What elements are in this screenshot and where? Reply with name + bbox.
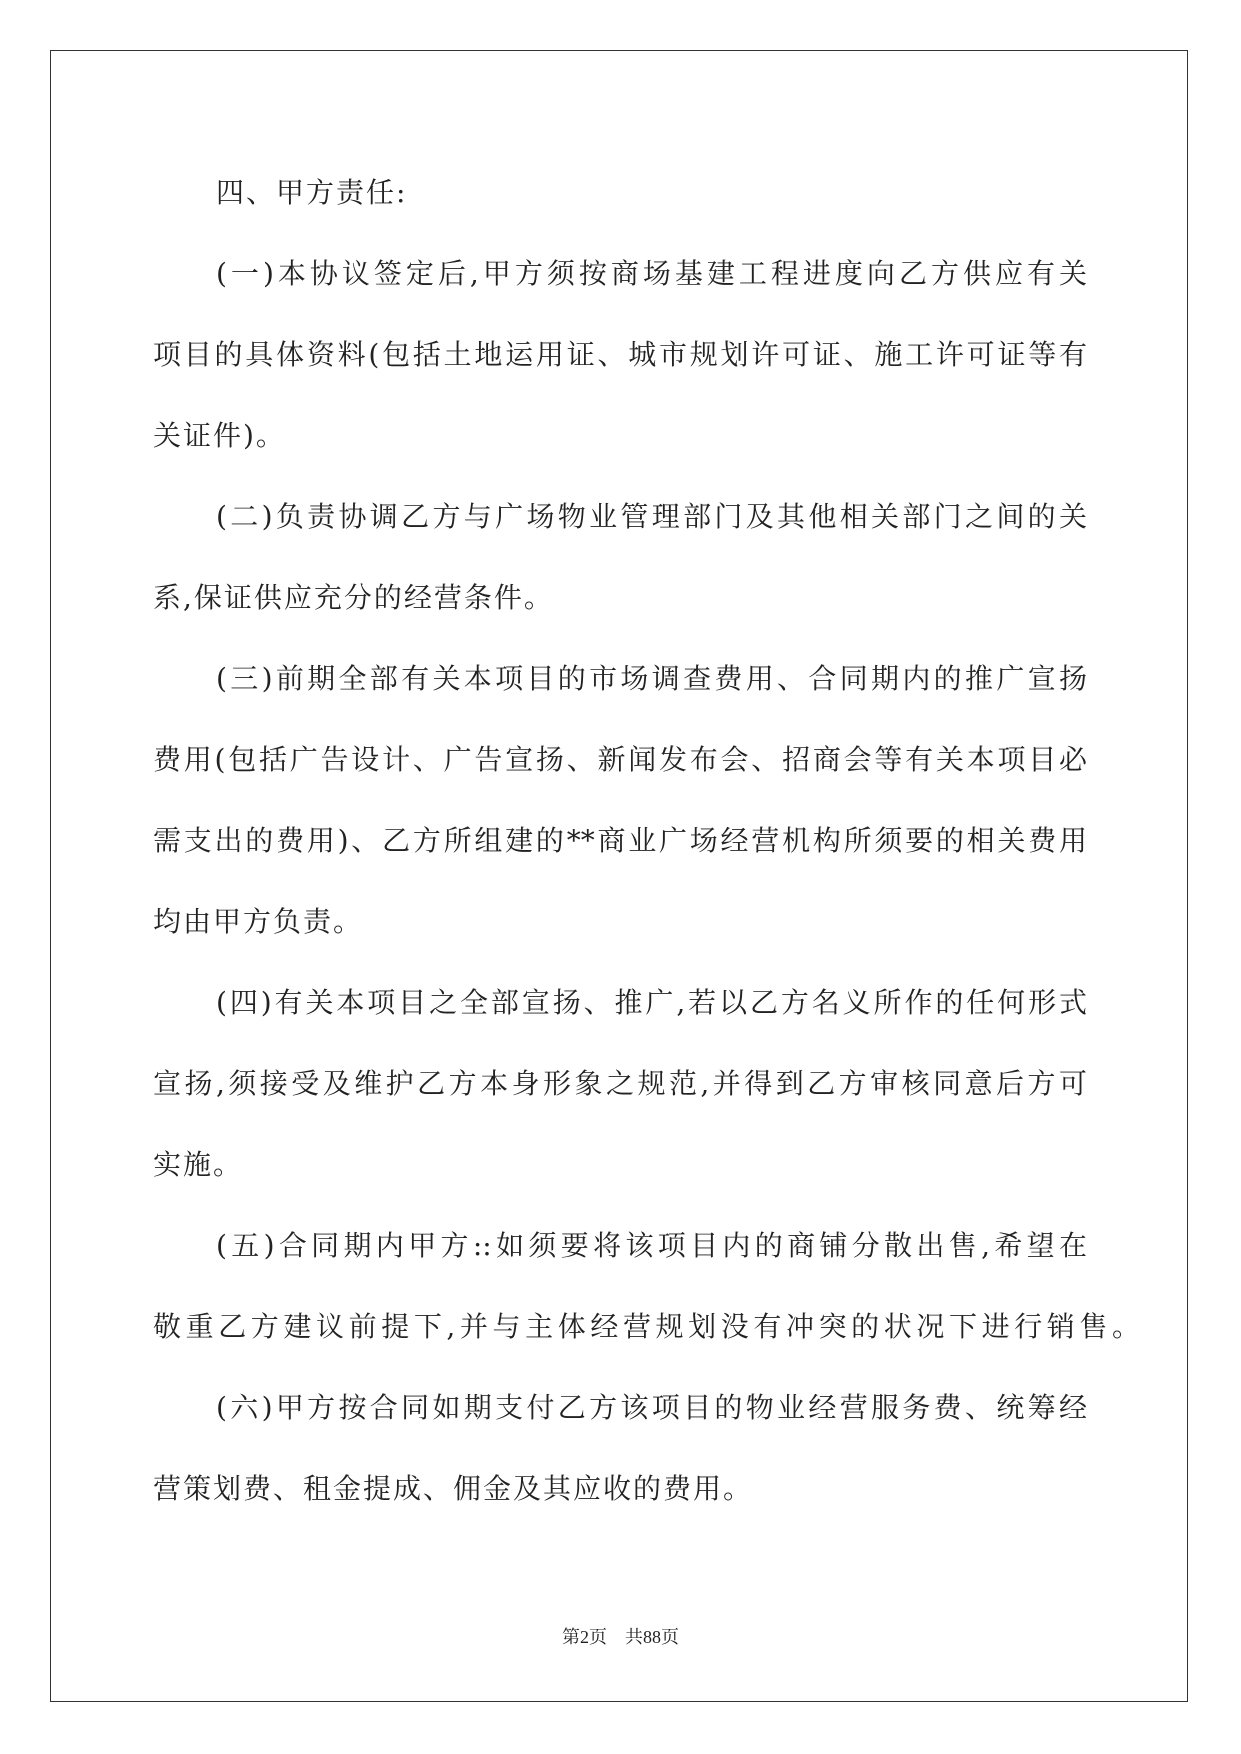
- paragraph-line: 关证件)。: [153, 419, 286, 452]
- paragraph-line: (五)合同期内甲方::如须要将该项目内的商铺分散出售,希望在: [216, 1229, 1087, 1262]
- paragraph-line: 敬重乙方建议前提下,并与主体经营规划没有冲突的状况下进行销售。: [153, 1310, 1140, 1343]
- paragraph-line: (四)有关本项目之全部宣扬、推广,若以乙方名义所作的任何形式: [216, 986, 1087, 1019]
- paragraph-3: [153, 638, 1087, 962]
- paragraph-5: [153, 1205, 1140, 1367]
- paragraph-line: 系,保证供应充分的经营条件。: [153, 581, 554, 614]
- paragraph-line: 项目的具体资料(包括土地运用证、城市规划许可证、施工许可证等有: [153, 338, 1087, 371]
- paragraph-line: (三)前期全部有关本项目的市场调查费用、合同期内的推广宣扬: [216, 662, 1087, 695]
- paragraph-line: 宣扬,须接受及维护乙方本身形象之规范,并得到乙方审核同意后方可: [153, 1067, 1087, 1100]
- paragraph-1: [153, 233, 1087, 476]
- paragraph-line: 需支出的费用)、乙方所组建的**商业广场经营机构所须要的相关费用: [153, 824, 1087, 857]
- paragraph-line: 费用(包括广告设计、广告宣扬、新闻发布会、招商会等有关本项目必: [153, 743, 1087, 776]
- paragraph-line: (二)负责协调乙方与广场物业管理部门及其他相关部门之间的关: [216, 500, 1087, 533]
- paragraph-line: 实施。: [153, 1148, 244, 1181]
- total-pages-label: 共88页: [625, 1627, 679, 1647]
- document-body: [153, 152, 1140, 1529]
- paragraph-2: [153, 476, 1087, 638]
- paragraph-4: [153, 962, 1087, 1205]
- paragraph-line: 营策划费、租金提成、佣金及其应收的费用。: [153, 1472, 754, 1505]
- paragraph-line: (一)本协议签定后,甲方须按商场基建工程进度向乙方供应有关: [216, 257, 1087, 290]
- section-heading: 四、甲方责任:: [216, 176, 408, 209]
- current-page-label: 第2页: [562, 1627, 607, 1647]
- paragraph-line: 均由甲方负责。: [153, 905, 364, 938]
- paragraph-line: (六)甲方按合同如期支付乙方该项目的物业经营服务费、统筹经: [216, 1391, 1087, 1424]
- paragraph-6: [153, 1367, 1087, 1529]
- page-footer: [0, 1625, 1241, 1649]
